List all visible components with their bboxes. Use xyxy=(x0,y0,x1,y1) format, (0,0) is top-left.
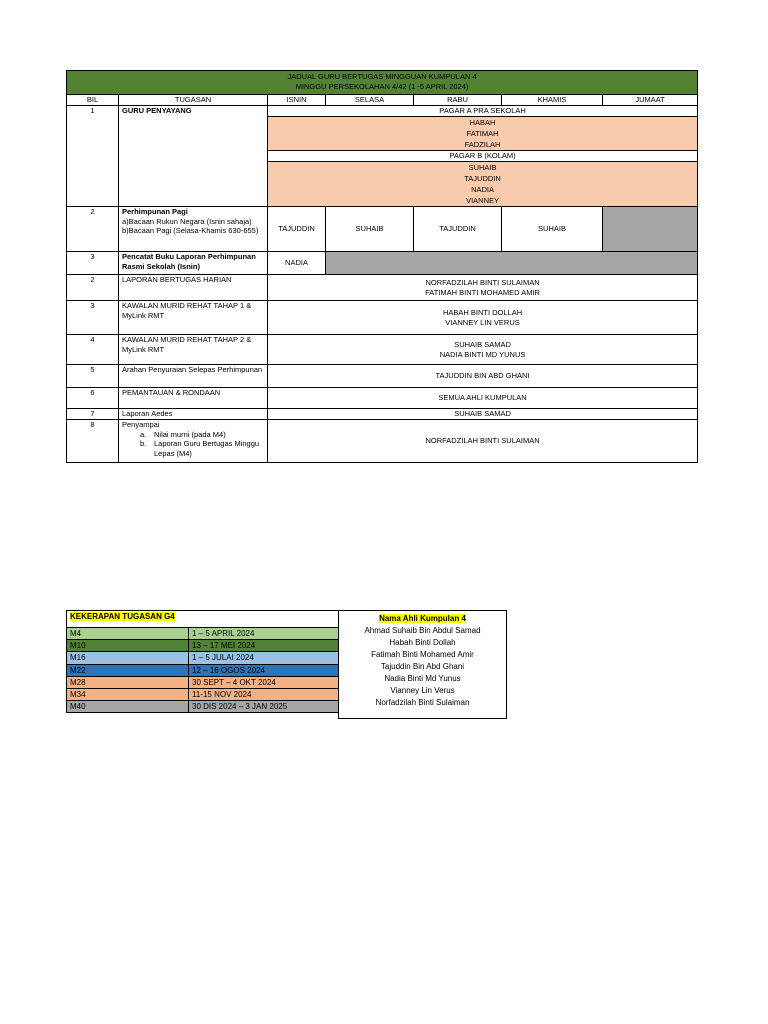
header-row xyxy=(67,95,698,106)
list-marker: b. xyxy=(140,439,147,448)
header-tugasan: TUGASAN xyxy=(119,95,268,106)
task-sub-item: a)Bacaan Rukun Negara (Isnin sahaja) xyxy=(122,216,252,226)
list-text: Laporan Guru Bertugas Minggu Lepas (M4) xyxy=(154,439,260,458)
task-label: Laporan Aedes xyxy=(119,409,268,420)
week-cell: M16 xyxy=(67,652,189,664)
week-cell: M10 xyxy=(67,640,189,652)
member-name: Ahmad Suhaib Bin Abdul Samad xyxy=(364,626,481,635)
task-label: Arahan Penyuraian Selepas Perhimpunan xyxy=(119,365,268,388)
task-sub-item: b)Bacaan Pagi (Selasa-Khamis 630-655) xyxy=(122,226,259,235)
duty-row xyxy=(67,335,698,365)
frequency-table xyxy=(66,610,339,713)
row-number: 7 xyxy=(67,409,119,420)
isnin-cell: TAJUDDIN xyxy=(268,207,326,252)
task-label: LAPORAN BERTUGAS HARIAN xyxy=(119,275,268,301)
task-label: Pencatat Buku Laporan Perhimpunan Rasmi Sekolah (Isnin) xyxy=(119,252,268,275)
week-cell: M22 xyxy=(67,664,189,676)
date-cell: 13 – 17 MEI 2024 xyxy=(189,640,339,652)
assigned-value: SUHAIB SAMAD xyxy=(268,409,698,420)
list-marker: a. xyxy=(140,429,147,439)
date-cell: 30 DIS 2024 – 3 JAN 2025 xyxy=(189,701,339,713)
members-cell xyxy=(339,611,507,719)
row-number: 2 xyxy=(67,275,119,301)
assigned-value: NORFADZILAH BINTI SULAIMAN xyxy=(268,420,698,463)
empty-days-cell xyxy=(326,252,698,275)
assigned-name: SUHAIB SAMAD xyxy=(454,340,511,349)
member-name: Fatimah Binti Mohamed Amir xyxy=(371,650,474,659)
perhimpunan-row xyxy=(67,207,698,252)
task-label: Penyampai xyxy=(122,420,160,429)
week-cell: M28 xyxy=(67,676,189,688)
assigned-value xyxy=(268,301,698,335)
member-name: Norfadzilah Binti Sulaiman xyxy=(375,698,470,707)
row-number: 3 xyxy=(67,301,119,335)
frequency-title-cell xyxy=(67,611,339,628)
frequency-row xyxy=(67,688,339,700)
frequency-title-row xyxy=(67,611,339,628)
week-cell: M34 xyxy=(67,688,189,700)
selasa-cell: SUHAIB xyxy=(326,207,414,252)
roster-title-line-1: JADUAL GURU BERTUGAS MINGGUAN KUMPULAN 4 xyxy=(287,72,477,81)
member-name: Nadia Binti Md Yunus xyxy=(384,674,461,683)
frequency-row xyxy=(67,640,339,652)
assigned-name: HABAH BINTI DOLLAH xyxy=(442,308,523,317)
header-isnin: ISNIN xyxy=(268,95,326,106)
date-cell: 1 – 5 APRIL 2024 xyxy=(189,628,339,640)
assigned-name: NADIA BINTI MD YUNUS xyxy=(439,349,526,359)
pagar-a-name: FADZILAH xyxy=(464,140,501,149)
week-cell: M40 xyxy=(67,701,189,713)
task-cell xyxy=(119,420,268,463)
member-name: Habah Binti Dollah xyxy=(389,638,456,647)
rabu-cell: TAJUDDIN xyxy=(414,207,502,252)
row-number: 5 xyxy=(67,365,119,388)
pagar-a-names xyxy=(268,117,698,151)
member-name: Tajuddin Bin Abd Ghani xyxy=(380,662,465,671)
header-selasa: SELASA xyxy=(326,95,414,106)
frequency-title: KEKERAPAN TUGASAN G4 xyxy=(70,612,175,621)
header-rabu: RABU xyxy=(414,95,502,106)
members-box xyxy=(338,610,507,719)
duty-row xyxy=(67,388,698,409)
pagar-a-label: PAGAR A PRA SEKOLAH xyxy=(268,106,698,117)
pencatat-row xyxy=(67,252,698,275)
task-label: GURU PENYAYANG xyxy=(119,106,268,207)
roster-title xyxy=(67,71,698,95)
roster-title-row xyxy=(67,71,698,95)
assigned-value: SEMUA AHLI KUMPULAN xyxy=(268,388,698,409)
header-jumaat: JUMAAT xyxy=(603,95,698,106)
task-label: Perhimpunan Pagi xyxy=(122,207,188,216)
frequency-row xyxy=(67,652,339,664)
isnin-cell: NADIA xyxy=(268,252,326,275)
members-title: Nama Ahli Kumpulan 4 xyxy=(379,614,466,623)
roster-title-line-2: MINGGU PERSEKOLAHAN 4/42 (1 -5 APRIL 2024) xyxy=(295,82,469,91)
members-title-line xyxy=(339,613,506,625)
frequency-row xyxy=(67,664,339,676)
row-number: 4 xyxy=(67,335,119,365)
date-cell: 11-15 NOV 2024 xyxy=(189,688,339,700)
assigned-name: NORFADZILAH BINTI SULAIMAN xyxy=(425,278,540,287)
frequency-row xyxy=(67,701,339,713)
row-number: 1 xyxy=(67,106,119,207)
assigned-value xyxy=(268,335,698,365)
duty-row xyxy=(67,365,698,388)
pagar-b-name: SUHAIB xyxy=(468,163,497,172)
task-list-item xyxy=(122,439,264,458)
pagar-b-name: NADIA xyxy=(471,185,494,194)
assigned-name: VIANNEY LIN VERUS xyxy=(445,317,520,327)
list-text: Nilai murni (pada M4) xyxy=(154,429,226,439)
frequency-row xyxy=(67,628,339,640)
duty-row xyxy=(67,409,698,420)
task-label: KAWALAN MURID REHAT TAHAP 1 & MyLink RMT xyxy=(119,301,268,335)
member-name: Vianney Lin Verus xyxy=(390,686,455,695)
assigned-value xyxy=(268,275,698,301)
header-khamis: KHAMIS xyxy=(502,95,603,106)
week-cell: M4 xyxy=(67,628,189,640)
jumaat-empty-cell xyxy=(603,207,698,252)
pagar-a-name: HABAH xyxy=(469,118,496,127)
pagar-b-name: VIANNEY xyxy=(466,196,500,205)
row-number: 3 xyxy=(67,252,119,275)
pagar-a-name: FATIMAH xyxy=(466,129,499,138)
row-number: 8 xyxy=(67,420,119,463)
assigned-name: FATIMAH BINTI MOHAMED AMIR xyxy=(425,287,540,297)
assigned-value: TAJUDDIN BIN ABD GHANI xyxy=(268,365,698,388)
frequency-row xyxy=(67,676,339,688)
pagar-b-name: TAJUDDIN xyxy=(464,174,501,183)
duty-roster-table xyxy=(66,70,698,463)
khamis-cell: SUHAIB xyxy=(502,207,603,252)
date-cell: 12 – 16 OGOS 2024 xyxy=(189,664,339,676)
duty-row xyxy=(67,275,698,301)
pagar-b-label: PAGAR B (KOLAM) xyxy=(268,151,698,162)
guru-penyayang-row xyxy=(67,106,698,117)
pagar-b-names xyxy=(268,162,698,207)
row-number: 6 xyxy=(67,388,119,409)
penyampai-row xyxy=(67,420,698,463)
task-label: PEMANTAUAN & RONDAAN xyxy=(119,388,268,409)
date-cell: 1 – 5 JULAI 2024 xyxy=(189,652,339,664)
row-number: 2 xyxy=(67,207,119,252)
date-cell: 30 SEPT – 4 OKT 2024 xyxy=(189,676,339,688)
task-label: KAWALAN MURID REHAT TAHAP 2 & MyLink RMT xyxy=(119,335,268,365)
task-cell xyxy=(119,207,268,252)
duty-row xyxy=(67,301,698,335)
header-bil: BIL xyxy=(67,95,119,106)
task-list-item xyxy=(122,430,264,440)
